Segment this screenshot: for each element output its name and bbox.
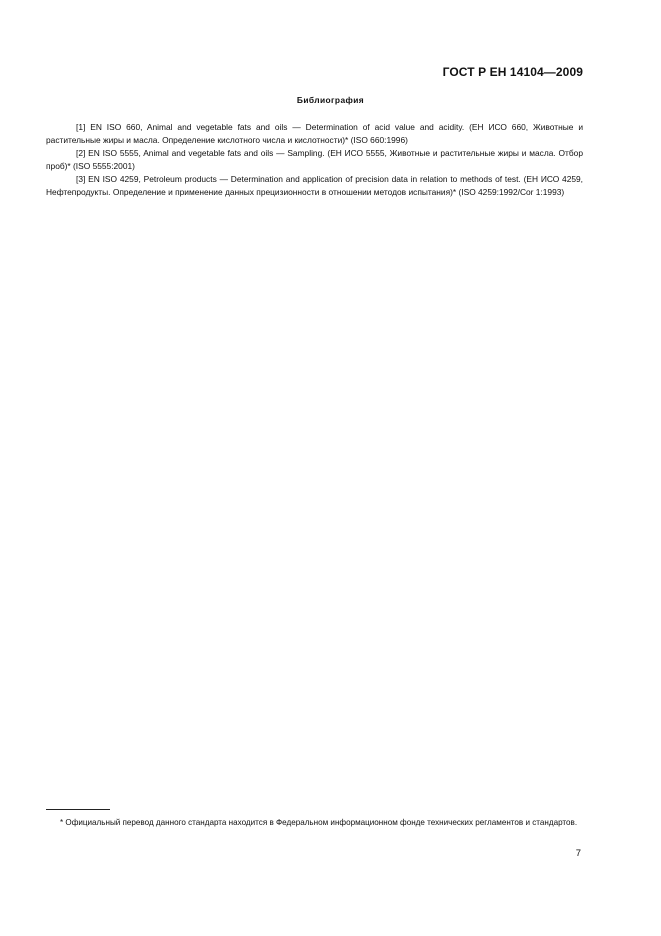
bibliography-entry: [2] EN ISO 5555, Animal and vegetable fats and oils — Sampling. (ЕН ИСО 5555, Животные и растительные жиры и масла. Отбор проб)* (ISO 5555:2001) — [46, 148, 583, 171]
bibliography-list — [46, 121, 583, 199]
document-header: ГОСТ Р ЕН 14104—2009 — [442, 65, 583, 79]
bibliography-entry: [1] EN ISO 660, Animal and vegetable fats and oils — Determination of acid value and acidity. (ЕН ИСО 660, Животные и растительные жиры и масла. Определение кислотного числа и кислотности)* (ISO 660:1996) — [46, 122, 583, 145]
footnote: * Официальный перевод данного стандарта находится в Федеральном информационном фонде технических регламентов и стандартов. — [60, 818, 578, 827]
section-title: Библиография — [296, 95, 365, 105]
bibliography-entry: [3] EN ISO 4259, Petroleum products — Determination and application of precision data in relation to methods of test. (ЕН ИСО 4259, Нефтепродукты. Определение и применение данных прецизионности в отношении методов испытания)* (ISO 4259:1992/Cor 1:1993) — [46, 174, 583, 197]
page-number: 7 — [575, 848, 581, 859]
footnote-divider — [46, 809, 110, 810]
